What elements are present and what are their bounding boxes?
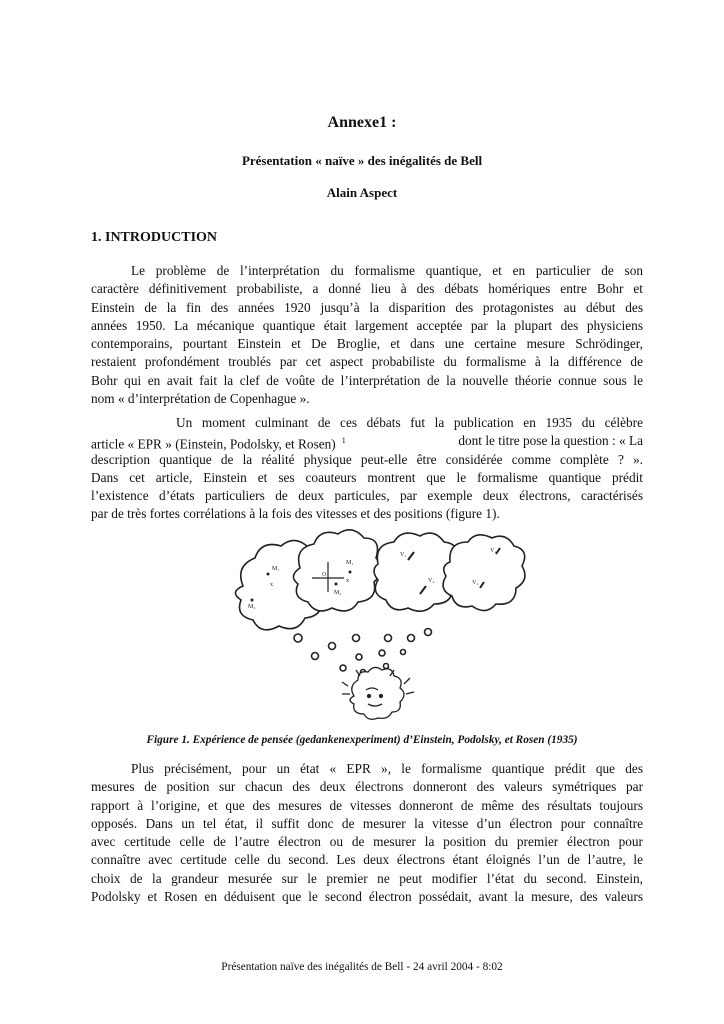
figure-label: V₁: [490, 548, 497, 554]
figure-label: M₂: [248, 604, 256, 610]
page-footer: Présentation naïve des inégalités de Bell - 24 avril 2004 - 8:02: [221, 961, 503, 973]
thought-bubble: [340, 665, 346, 671]
einstein-head-illustration: [342, 667, 414, 719]
text-line: Plus précisément, pour un état « EPR », le formalisme quantique prédit que des: [131, 761, 643, 776]
text-line: années 1950. La mécanique quantique était largement acceptée par la plupart des physiciens: [91, 317, 643, 333]
figure-label: V₂: [428, 578, 435, 584]
paragraph-precise: [91, 760, 643, 906]
electron-dot: [349, 571, 352, 574]
thought-bubble: [425, 629, 432, 636]
paragraph-introduction: [91, 262, 643, 408]
text-line: Podolsky et Rosen en déduisent que le second électron possédait, avant la mesure, des valeurs: [91, 889, 643, 905]
text-line: rapport à l’origine, et que des mesures de vitesses donneront de même des résultats toujours: [91, 797, 643, 813]
electron-dot: [267, 573, 270, 576]
text-line: Einstein de la fin des années 1920 jusqu’à la disparition des protagonistes au début des: [91, 299, 643, 315]
text-line: Un moment culminant de ces débats fut la publication en 1935 du célèbre: [176, 415, 643, 430]
figure-label: M₁: [346, 560, 354, 566]
text-line: choix de la grandeur mesurée sur le premier ne peut modifier l’état du second. Einstein,: [91, 870, 643, 886]
thought-bubble: [294, 634, 302, 642]
annex-title: Annexe1 :: [327, 114, 397, 131]
electron-dot: [251, 599, 254, 602]
figure-label: x: [270, 582, 273, 588]
thought-bubble: [384, 664, 389, 669]
figure-label: M₁: [272, 566, 280, 572]
electron-dot: [335, 583, 338, 586]
thought-bubble: [379, 650, 385, 656]
text-line: [91, 432, 643, 450]
text-line: opposés. Dans un tel état, il suffit donc de mesurer la vitesse d’un électron pour connaître: [91, 815, 643, 831]
text-line: connaître avec certitude celle du second. Les deux électrons étant éloignés l’un de l’autre, le: [91, 852, 643, 868]
text-line: contemporains, pourtant Einstein et De Broglie, et dans une certaine mesure Schrödinger,: [91, 336, 643, 352]
figure-label: V₁: [400, 552, 407, 558]
thought-bubble: [356, 654, 362, 660]
figure-caption: Figure 1. Expérience de pensée (gedankenexperiment) d’Einstein, Podolsky, et Rosen (1935): [146, 734, 578, 746]
document-subtitle: Présentation « naïve » des inégalités de Bell: [241, 153, 483, 168]
author-name: Alain Aspect: [326, 185, 398, 200]
text-line: description quantique de la réalité physique peut-elle être considérée comme complète ? ».: [91, 451, 643, 467]
figure-label: M₂: [334, 590, 342, 596]
figure-label: V₂: [472, 580, 479, 586]
text-line: avec certitude celle de l’autre électron ou de mesurer la position du premier électron pour: [91, 834, 643, 850]
thought-bubble: [312, 653, 319, 660]
figure-label: O: [322, 572, 327, 578]
thought-bubble: [329, 643, 336, 650]
footnote-marker[interactable]: 1: [341, 436, 346, 446]
text-line: par de très fortes corrélations à la fois des vitesses et des positions (figure 1).: [91, 506, 500, 522]
text-line: Bohr qui en avait fait la clef de voûte de l’interprétation de la nouvelle théorie connue sous le: [91, 372, 643, 388]
epr-figure: [228, 526, 528, 726]
thought-bubble: [385, 635, 392, 642]
text-line: Dans cet article, Einstein et ses coauteurs montrent que le formalisme quantique prédit: [91, 469, 643, 485]
thought-bubble: [401, 650, 406, 655]
paragraph-epr: [91, 414, 643, 524]
text-line: caractère définitivement probabiliste, a donné lieu à des débats homériques entre Bohr et: [91, 281, 643, 297]
text-line: l’existence d’états particuliers de deux particules, par exemple deux électrons, caractérisés: [91, 488, 643, 504]
thought-cloud-velocity-2: [443, 535, 525, 611]
section-heading: 1. INTRODUCTION: [91, 230, 218, 245]
thought-bubble: [408, 635, 415, 642]
thought-bubble: [353, 635, 360, 642]
text-line: nom « d’interprétation de Copenhague ».: [91, 391, 310, 407]
figure-label: x: [346, 578, 349, 584]
text-fragment: article « EPR » (Einstein, Podolsky, et Rosen): [91, 436, 336, 452]
thought-cloud-position-2: [293, 530, 381, 611]
text-line: mesures de position sur chacun des deux électrons donneront des valeurs symétriques par: [91, 779, 643, 795]
text-fragment: dont le titre pose la question : « La: [458, 433, 643, 449]
text-line: restaient profondément troublés par cet aspect probabiliste du formalisme à la différence de: [91, 354, 643, 370]
text-line: Le problème de l’interprétation du formalisme quantique, et en particulier de son: [131, 263, 643, 278]
